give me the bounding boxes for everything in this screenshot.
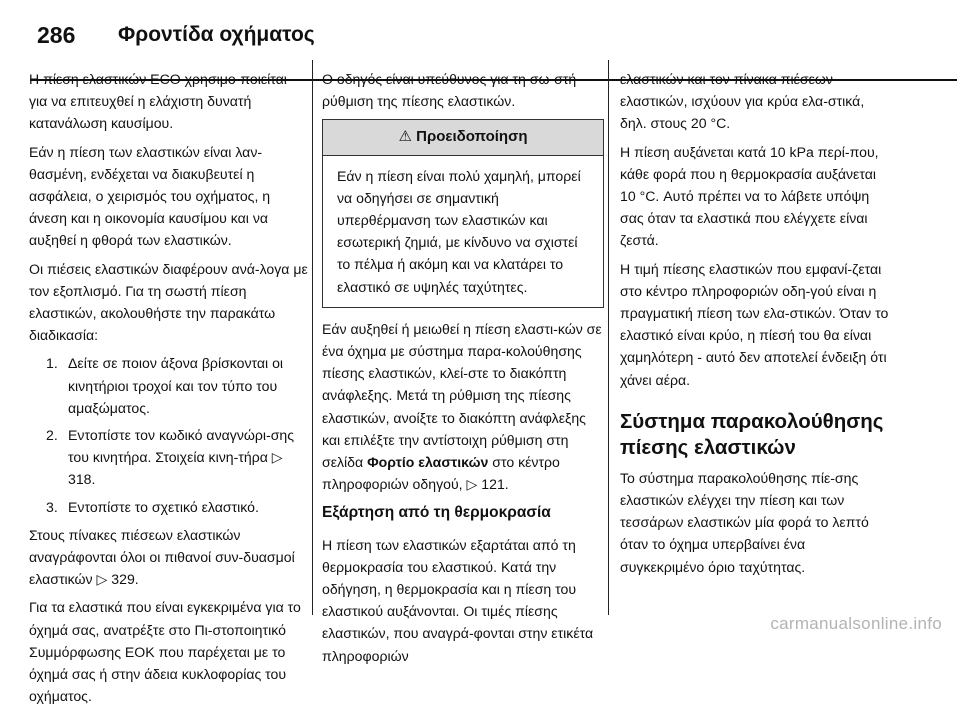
paragraph-text: Στους πίνακες πιέσεων ελαστικών αναγράφονται όλοι οι πιθανοί συν-δυασμοί ελαστικών [29, 526, 295, 588]
paragraph-pressure-increase: Η πίεση αυξάνεται κατά 10 kPa περί-που, κάθε φορά που η θερμοκρασία αυξάνεται 10 °C. Αυτό πρέπει να το λάβετε υπόψη σας όταν τα ελαστικά που ελέγχετε είναι ζεστά. [620, 143, 879, 249]
page-number: 286 [37, 22, 76, 48]
paragraph-displayed-pressure: Η τιμή πίεσης ελαστικών που εμφανί-ζεται στο κέντρο πληροφοριών οδη-γού είναι η πραγματική πίεση των ελα-στικών. Όταν το ελαστικό είναι κρύο, η πίεσή του θα είναι χαμηλότερη - αυτό δεν αποτελεί ένδειξη ότι χάνει αέρα. [620, 260, 889, 388]
list-text: Εντοπίστε το σχετικό ελαστικό. [68, 498, 259, 515]
warning-header [323, 120, 603, 155]
list-item [29, 352, 309, 419]
page-ref-link[interactable]: 318. [68, 471, 96, 488]
paragraph-wrong-pressure: Εάν η πίεση των ελαστικών είναι λαν-θασμένη, ενδέχεται να διακυβευτεί η ασφάλεια, ο χειρισμός του οχήματος, η άνεση και η οικονομία καυσίμου και να αυξηθεί η φθορά των ελαστικών. [29, 143, 271, 249]
page-ref-link[interactable]: 121. [481, 476, 509, 493]
paragraph-text: Εάν αυξηθεί ή μειωθεί η πίεση ελαστι-κών σε ένα όχημα με σύστημα παρα-κολούθησης πίεσης ελαστικών, κλεί-στε το διακόπτη ανάφλεξης. Μετά τη ρύθμιση της πίεσης ελαστικών, ανοίξτε το διακόπτη ανάφλεξης και επιλέξτε την αντίστοιχη ρύθμιση στη σελίδα [322, 320, 602, 471]
subheading-temperature: Εξάρτηση από τη θερμοκρασία [322, 504, 551, 522]
heading-tpms: Σύστημα παρακολούθησης πίεσης ελαστικών [620, 409, 884, 459]
menu-term-tyre-load: Φορτίο ελαστικών [367, 454, 489, 471]
list-item [29, 496, 309, 518]
page-ref-link[interactable]: 329. [111, 571, 139, 588]
watermark: carmanualsonline.info [770, 614, 942, 633]
column-divider-2 [608, 60, 609, 615]
section-title: Φροντίδα οχήματος [118, 23, 315, 46]
warning-box [322, 119, 604, 307]
column-1 [29, 68, 309, 713]
paragraph-pressure-tables [29, 524, 309, 591]
paragraph-approved-tyres: Για τα ελαστικά που είναι εγκεκριμένα για το όχημά σας, ανατρέξτε στο Πι-στοποιητικό Συμμόρφωσης ΕΟΚ που παρέχεται με το όχημά σας ή στην άδεια κυκλοφορίας του οχήματος. [29, 599, 301, 705]
procedure-list [29, 352, 309, 517]
paragraph-text: στο κέντρο πληροφοριών οδηγού, [322, 454, 560, 493]
warning-title: Προειδοποίηση [416, 128, 528, 146]
paragraph-tpms-adjust [322, 318, 604, 496]
paragraph-driver-responsible: Ο οδηγός είναι υπεύθυνος για τη σω-στή ρύθμιση της πίεσης ελαστικών. [322, 71, 577, 110]
list-number: 1. [46, 355, 58, 372]
paragraph-procedure-intro: Οι πιέσεις ελαστικών διαφέρουν ανά-λογα με τον εξοπλισμό. Για τη σωστή πίεση ελαστικών, ακολουθήστε την παρακάτω διαδικασία: [29, 260, 308, 344]
paragraph-tpms-description: Το σύστημα παρακολούθησης πίε-σης ελαστικών ελέγχει την πίεση και των τεσσάρων ελαστικών μία φορά το λεπτό όταν το όχημα υπερβαίνει ένα συγκεκριμένο όριο ταχύτητας. [620, 469, 869, 575]
column-divider-1 [312, 60, 313, 615]
list-number: 3. [46, 498, 58, 515]
warning-triangle-icon: ⚠ [398, 128, 412, 146]
list-item [29, 424, 309, 491]
paragraph-eco-pressure: Η πίεση ελαστικών ECO χρησιμο-ποιείται για να επιτευχθεί η ελάχιστη δυνατή κατανάλωση καυσίμου. [29, 71, 287, 132]
list-number: 2. [46, 427, 58, 444]
column-3 [620, 68, 890, 584]
column-2 [322, 68, 604, 673]
page-header [30, 22, 950, 52]
warning-text: Εάν η πίεση είναι πολύ χαμηλή, μπορεί να οδηγήσει σε σημαντική υπερθέρμανση των ελαστικών και εσωτερική ζημιά, με κίνδυνο να σχιστεί το πέλμα ή ακόμη και να κλατάρει το ελαστικό σε υψηλές ταχύτητες. [337, 167, 581, 295]
page-ref-arrow-icon: ▷ [96, 571, 108, 588]
paragraph-cold-tyres: ελαστικών και τον πίνακα πιέσεων ελαστικών, ισχύουν για κρύα ελα-στικά, δηλ. στους 20 °C. [620, 71, 865, 132]
list-text: Εντοπίστε τον κωδικό αναγνώρι-σης του κινητήρα. Στοιχεία κινη-τήρα [68, 427, 295, 466]
list-text: Δείτε σε ποιον άξονα βρίσκονται οι κινητήριοι τροχοί και τον τύπο του αμαξώματος. [68, 355, 284, 416]
page-ref-arrow-icon: ▷ [466, 476, 478, 493]
page-ref-arrow-icon: ▷ [271, 449, 283, 466]
paragraph-temperature: Η πίεση των ελαστικών εξαρτάται από τη θερμοκρασία του ελαστικού. Κατά την οδήγηση, η θερμοκρασία και η πίεση του ελαστικού αυξάνονται. Οι τιμές πίεσης ελαστικών, που αναγρά-φονται στην ετικέτα πληροφοριών [322, 536, 594, 664]
